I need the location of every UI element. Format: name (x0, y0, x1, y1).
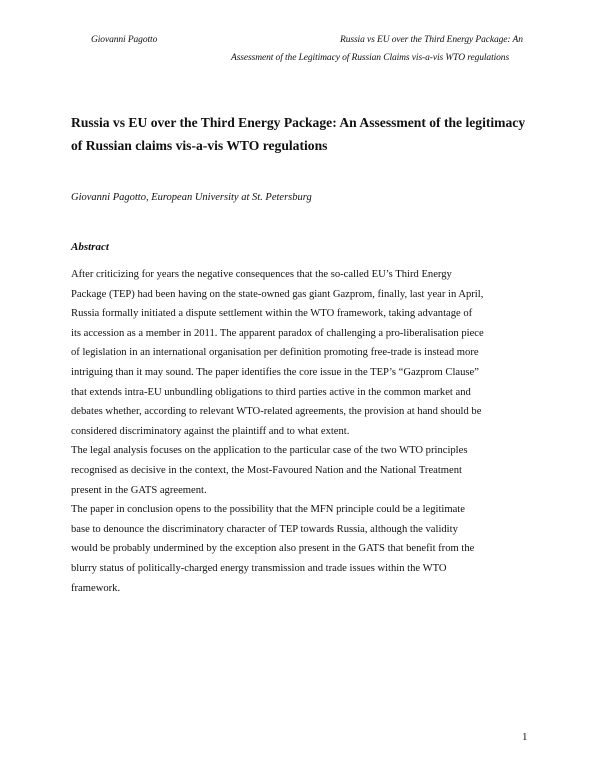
abstract-line: recognised as decisive in the context, the Most-Favoured Nation and the National Treatment (71, 464, 462, 476)
abstract-line: would be probably undermined by the exception also present in the GATS that benefit from the (71, 543, 475, 555)
abstract-line: After criticizing for years the negative consequences that the so-called EU’s Third Energy (71, 269, 452, 280)
abstract-line: Russia formally initiated a dispute settlement within the WTO framework, taking advantage of (71, 308, 473, 320)
header-running-title-line1: Russia vs EU over the Third Energy Package: An (340, 35, 523, 45)
abstract-line: Package (TEP) had been having on the state-owned gas giant Gazprom, finally, last year in April, (71, 288, 484, 300)
author-affiliation: Giovanni Pagotto, European University at St. Petersburg (71, 192, 312, 203)
abstract-line: that extends intra-EU unbundling obligations to third parties active in the common market and (71, 386, 471, 398)
abstract-line: The legal analysis focuses on the application to the particular case of the two WTO principles (71, 445, 468, 457)
abstract-body (71, 265, 541, 598)
paper-title-line1: Russia vs EU over the Third Energy Package: An Assessment of the legitimacy (71, 115, 526, 130)
abstract-line: debates whether, according to relevant WTO-related agreements, the provision at hand should be (71, 406, 482, 418)
page-number: 1 (522, 731, 528, 743)
abstract-line: blurry status of politically-charged energy transmission and trade issues within the WTO (71, 562, 447, 574)
abstract-line: intriguing than it may sound. The paper identifies the core issue in the TEP’s “Gazprom Clause” (71, 366, 479, 378)
abstract-line: considered discriminatory against the plaintiff and to what extent. (71, 425, 350, 437)
header-running-title-line2: Assessment of the Legitimacy of Russian Claims vis-a-vis WTO regulations (231, 53, 510, 63)
paper-title (71, 111, 541, 157)
abstract-line: its accession as a member in 2011. The apparent paradox of challenging a pro-liberalisation piece (71, 327, 484, 339)
abstract-line: framework. (71, 582, 121, 594)
abstract-line: base to denounce the discriminatory character of TEP towards Russia, although the validity (71, 523, 458, 535)
abstract-line: of legislation in an international organisation per definition promoting free-trade is instead more (71, 347, 479, 359)
abstract-line: present in the GATS agreement. (71, 484, 207, 496)
paper-title-line2: of Russian claims vis-a-vis WTO regulations (71, 138, 328, 153)
abstract-heading: Abstract (71, 241, 109, 253)
abstract-line: The paper in conclusion opens to the possibility that the MFN principle could be a legitimate (71, 504, 465, 516)
header-author: Giovanni Pagotto (91, 35, 158, 45)
